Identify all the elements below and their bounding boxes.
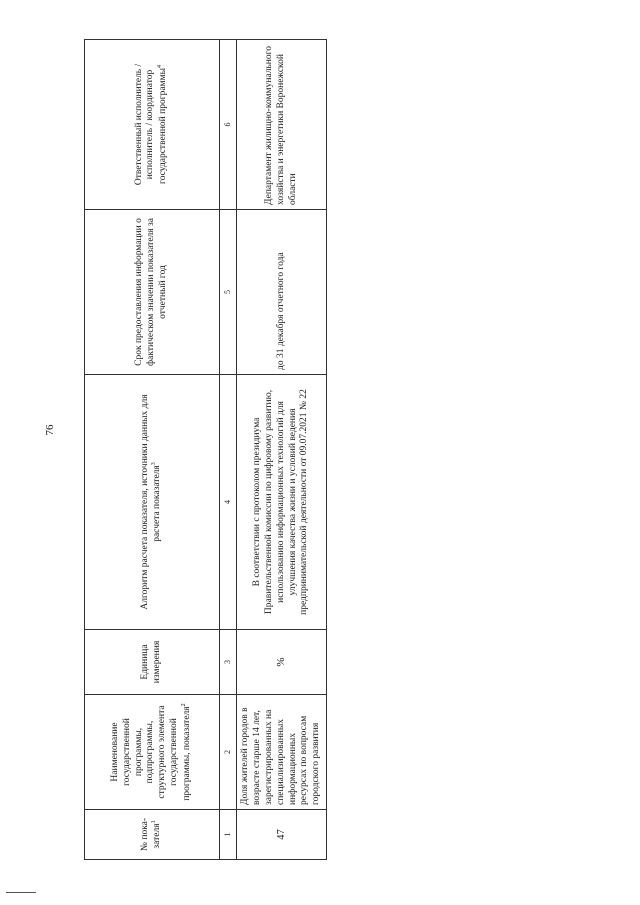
cell-executor: Департамент жилищно-коммунального хозяйства и энергетики Воронежской области	[237, 40, 327, 210]
page-number: 76	[44, 424, 56, 436]
header-algorithm: Алгоритм расчета показателя, источники данных для расчета показателя$^3$	[85, 375, 220, 630]
landscape-page	[84, 40, 322, 860]
header-executor: Ответственный исполнитель / исполнитель / координатор государственной программы$^4$	[85, 40, 220, 210]
cell-unit: %	[237, 630, 327, 695]
table-row	[237, 40, 327, 860]
header-deadline: Срок предоставления информации о фактическом значении показателя за отчетный год	[85, 210, 220, 375]
header-unit: Единица измерения	[85, 630, 220, 695]
cell-deadline: до 31 декабря отчетного года	[237, 210, 327, 375]
cell-number: 47	[237, 810, 327, 860]
column-number: 5	[220, 210, 237, 375]
column-number-row	[220, 40, 237, 860]
indicator-table	[84, 39, 327, 860]
column-number: 6	[220, 40, 237, 210]
cell-name: Доля жителей городов в возрасте старше 14 лет, зарегистрированных на специализированных информационных ресурсах по вопросам городского развития	[237, 695, 327, 810]
scan-mark	[6, 892, 36, 893]
column-number: 1	[220, 810, 237, 860]
cell-algorithm: В соответствии с протоколом президиума Правительственной комиссии по цифровому развитию, использованию информационных технологий для улучшения качества жизни и условий ведения предпринимательской деятельности от 09.07.2021 № 22	[237, 375, 327, 630]
column-number: 3	[220, 630, 237, 695]
header-row	[85, 40, 220, 860]
column-number: 2	[220, 695, 237, 810]
rotated-table-container	[84, 40, 322, 860]
column-number: 4	[220, 375, 237, 630]
header-name: Наименование государственной программы, подпрограммы, структурного элемента государственной программы, показателя$^2$	[85, 695, 220, 810]
header-number: № пока-зателя$^1$	[85, 810, 220, 860]
